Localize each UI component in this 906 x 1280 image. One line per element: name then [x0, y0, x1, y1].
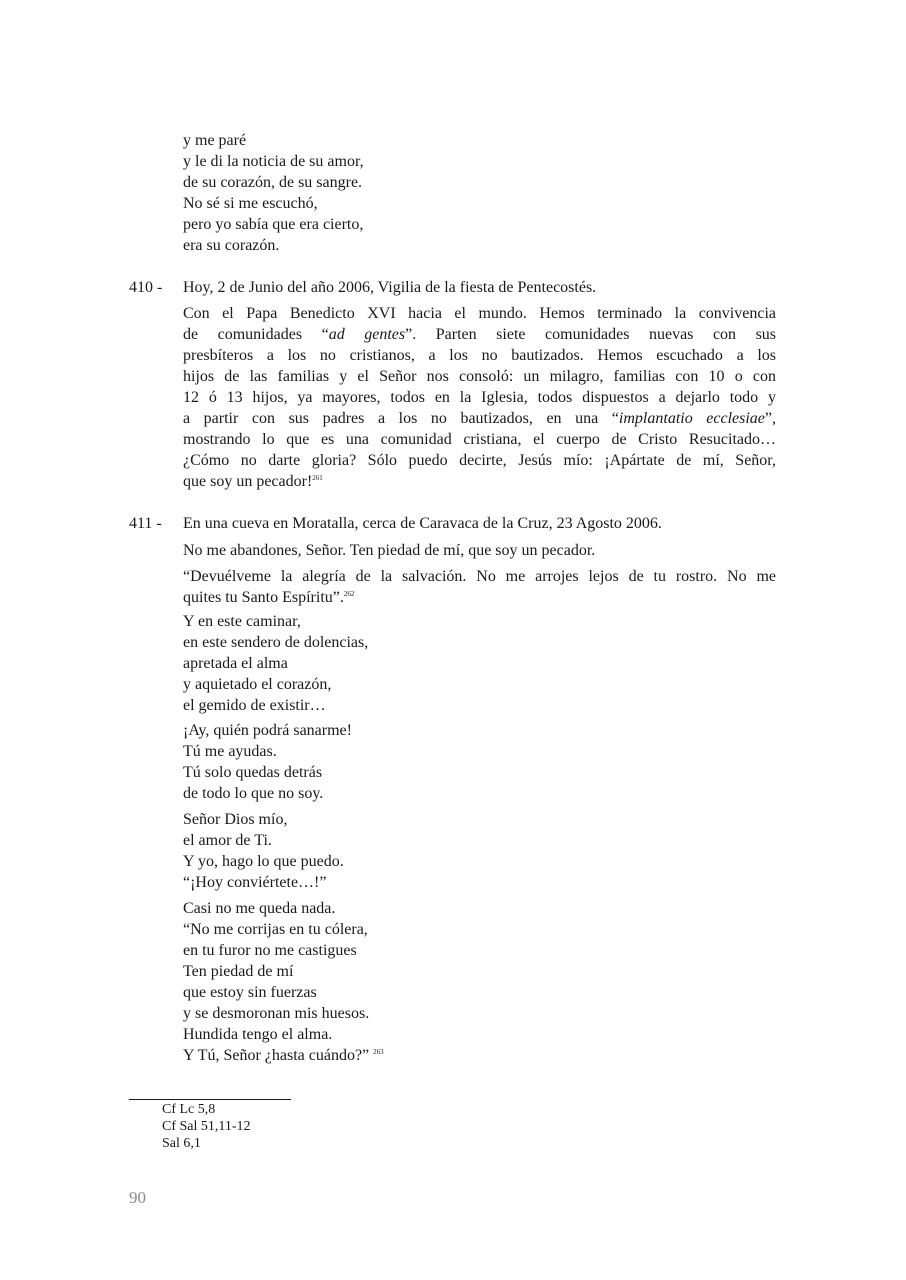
- entry-heading-text: Hoy, 2 de Junio del año 2006, Vigilia de la fiesta de Pentecostés.: [183, 279, 597, 296]
- entry-heading-text: En una cueva en Moratalla, cerca de Caravaca de la Cruz, 23 Agosto 2006.: [183, 515, 662, 532]
- entry-411-quote: [183, 566, 776, 608]
- poem-line: en tu furor no me castigues: [183, 942, 357, 959]
- page-number: 90: [129, 1188, 146, 1207]
- entry-411-number: 411 -: [129, 515, 162, 532]
- paragraph-line: [183, 324, 776, 345]
- footnote-ref[interactable]: 261: [312, 474, 323, 482]
- paragraph-line: ¿Cómo no darte gloria? Sólo puedo decirte, Jesús mío: ¡Apártate de mí, Señor,: [183, 452, 776, 469]
- poem-line: y le di la noticia de su amor,: [183, 153, 364, 170]
- poem-line: “¡Hoy conviértete…!”: [183, 874, 327, 891]
- poem-line: en este sendero de dolencias,: [183, 634, 369, 651]
- entry-410-paragraph: [183, 303, 776, 492]
- poem-line: No sé si me escuchó,: [183, 195, 318, 212]
- entry-410-heading: [183, 277, 776, 298]
- poem-line: de todo lo que no soy.: [183, 785, 324, 802]
- stanza-2: [183, 720, 776, 804]
- poem-line: Tú me ayudas.: [183, 743, 277, 760]
- entry-411-intro: [183, 540, 776, 561]
- poem-line: Y en este caminar,: [183, 613, 301, 630]
- stanza-4: [183, 898, 776, 1066]
- italic-term: ad gentes: [328, 326, 406, 343]
- poem-line: apretada el alma: [183, 655, 288, 672]
- poem-line: era su corazón.: [183, 237, 280, 254]
- text-run: Y Tú, Señor ¿hasta cuándo?”: [183, 1047, 370, 1064]
- paragraph-line: mostrando lo que es una comunidad cristiana, el cuerpo de Cristo Resucitado…: [183, 431, 776, 448]
- poem-line: Tú solo quedas detrás: [183, 764, 323, 781]
- paragraph-line: [183, 471, 776, 492]
- poem-line: y me paré: [183, 132, 247, 149]
- entry-410-number: 410 -: [129, 279, 163, 296]
- text-run: ”,: [764, 410, 777, 427]
- footnote-divider: [129, 1099, 291, 1100]
- footnote: Sal 6,1: [162, 1136, 201, 1151]
- entry-411-heading: [183, 513, 776, 534]
- poem-line: Hundida tengo el alma.: [183, 1026, 333, 1043]
- poem-top: [183, 130, 776, 256]
- footnotes: [162, 1101, 251, 1152]
- paragraph-line: Con el Papa Benedicto XVI hacia el mundo. Hemos terminado la convivencia: [183, 305, 776, 322]
- poem-line: el gemido de existir…: [183, 697, 326, 714]
- poem-line: Casi no me queda nada.: [183, 900, 336, 917]
- italic-term: implantatio ecclesiae: [618, 410, 765, 427]
- footnote-ref[interactable]: 263: [373, 1048, 384, 1056]
- paragraph-line: “Devuélveme la alegría de la salvación. No me arrojes lejos de tu rostro. No me: [183, 568, 776, 585]
- footnote: Cf Lc 5,8: [162, 1102, 216, 1117]
- text-run: quites tu Santo Espíritu”.: [183, 589, 344, 606]
- poem-line: y aquietado el corazón,: [183, 676, 332, 693]
- poem-line: el amor de Ti.: [183, 832, 272, 849]
- stanza-1: [183, 611, 776, 716]
- poem-line: [183, 1045, 776, 1066]
- text-run: ”. Parten siete comunidades nuevas con sus: [405, 326, 777, 343]
- poem-line: “No me corrijas en tu cólera,: [183, 921, 368, 938]
- paragraph-line: No me abandones, Señor. Ten piedad de mí, que soy un pecador.: [183, 542, 596, 559]
- poem-line: que estoy sin fuerzas: [183, 984, 317, 1001]
- footnote: Cf Sal 51,11-12: [162, 1119, 251, 1134]
- poem-line: y se desmoronan mis huesos.: [183, 1005, 370, 1022]
- paragraph-line: [183, 587, 776, 608]
- poem-line: Y yo, hago lo que puedo.: [183, 853, 344, 870]
- stanza-3: [183, 809, 776, 893]
- paragraph-line: presbíteros a los no cristianos, a los no bautizados. Hemos escuchado a los: [183, 347, 776, 364]
- poem-line: de su corazón, de su sangre.: [183, 174, 363, 191]
- poem-line: Ten piedad de mí: [183, 963, 294, 980]
- poem-line: ¡Ay, quién podrá sanarme!: [183, 722, 352, 739]
- text-run: de comunidades “: [183, 326, 329, 343]
- paragraph-line: [183, 408, 776, 429]
- text-run: a partir con sus padres a los no bautizados, en una “: [183, 410, 619, 427]
- poem-line: pero yo sabía que era cierto,: [183, 216, 364, 233]
- text-run: que soy un pecador!: [183, 473, 313, 490]
- poem-line: Señor Dios mío,: [183, 811, 288, 828]
- paragraph-line: 12 ó 13 hijos, ya mayores, todos en la Iglesia, todos dispuestos a dejarlo todo y: [183, 389, 776, 406]
- footnote-ref[interactable]: 262: [343, 590, 355, 598]
- paragraph-line: hijos de las familias y el Señor nos consoló: un milagro, familias con 10 o con: [183, 368, 776, 385]
